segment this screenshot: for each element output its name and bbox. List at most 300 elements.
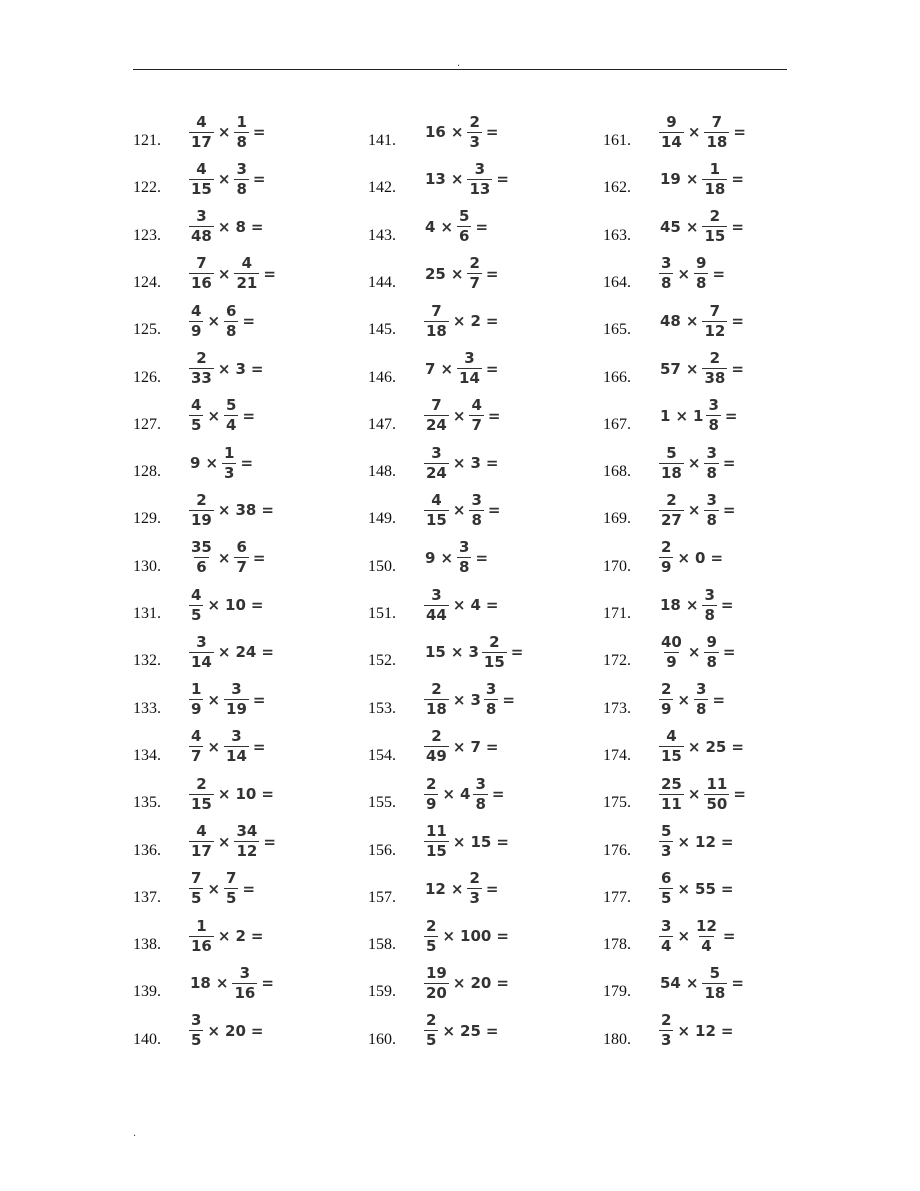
multiply-sign: ×: [207, 690, 221, 709]
problem-number: 132.: [133, 652, 161, 670]
problem-expression: [658, 819, 736, 865]
equals-sign: =: [731, 737, 744, 756]
equals-sign: =: [250, 596, 264, 614]
problem-number: 173.: [603, 699, 631, 717]
multiply-sign: ×: [217, 927, 231, 946]
multiply-sign: ×: [450, 123, 464, 141]
fraction: [659, 632, 684, 671]
denominator: 14: [459, 369, 480, 387]
denominator: 15: [483, 652, 505, 671]
fraction: [704, 490, 718, 529]
denominator: 3: [469, 889, 480, 908]
problem-expression: [188, 251, 279, 297]
fraction: [424, 729, 449, 764]
equals-sign: =: [475, 217, 489, 236]
problem-expression: [188, 109, 268, 155]
denominator: 50: [706, 794, 728, 813]
problem-number: 154.: [368, 746, 396, 764]
fraction: [224, 398, 238, 433]
multiply-sign: ×: [677, 548, 691, 567]
multiply-sign: ×: [452, 596, 466, 614]
problem-expression: [188, 204, 266, 250]
numerator: 7: [431, 301, 442, 320]
problem-expression: [658, 582, 736, 628]
multiply-sign: ×: [685, 974, 699, 993]
problem-number: 144.: [368, 273, 396, 291]
numerator: 3: [459, 538, 470, 557]
equals-sign: =: [496, 832, 509, 851]
problem-number: 121.: [133, 132, 161, 149]
problem-expression: [658, 156, 747, 202]
problem-number: 175.: [603, 794, 631, 812]
whole-number: 48: [660, 312, 681, 331]
equals-sign: =: [252, 737, 266, 756]
multiply-sign: ×: [677, 879, 691, 898]
multiply-sign: ×: [217, 123, 231, 141]
fraction: [659, 824, 673, 859]
problem-number: 125.: [133, 321, 161, 339]
problem-expression: [188, 913, 266, 959]
problem-expression: [423, 393, 503, 439]
numerator: 3: [239, 963, 251, 982]
problem-number: 141.: [368, 132, 396, 149]
numerator: 6: [661, 869, 672, 888]
problem-number: 168.: [603, 463, 631, 481]
equals-sign: =: [261, 974, 274, 993]
whole-number: 12: [695, 832, 716, 851]
multiply-sign: ×: [217, 785, 231, 804]
numerator: 2: [709, 207, 721, 226]
problem-expression: [658, 204, 747, 250]
footer-mark: .: [133, 1128, 137, 1139]
problem-expression: [658, 677, 728, 723]
whole-number: 0: [695, 548, 706, 567]
equals-sign: =: [242, 879, 256, 898]
equals-sign: =: [485, 312, 499, 331]
numerator: 4: [196, 159, 207, 178]
problem-number: 146.: [368, 368, 396, 386]
denominator: 20: [426, 983, 447, 1002]
numerator: 4: [431, 490, 442, 509]
problem-number: 163.: [603, 226, 631, 244]
equals-sign: =: [731, 217, 744, 236]
numerator: 4: [191, 585, 202, 604]
problem-number: 162.: [603, 179, 631, 197]
multiply-sign: ×: [685, 359, 699, 378]
denominator: 15: [191, 794, 212, 813]
problem-expression: [423, 109, 501, 155]
numerator: 3: [471, 490, 482, 509]
denominator: 8: [708, 416, 719, 435]
numerator: 35: [191, 538, 212, 557]
fraction: [469, 490, 483, 529]
equals-sign: =: [261, 643, 274, 662]
problem-expression: [658, 771, 749, 817]
fraction: [424, 1013, 438, 1048]
problem-expression: [188, 819, 279, 865]
equals-sign: =: [496, 974, 509, 993]
fraction: [694, 256, 708, 291]
equals-sign: =: [722, 501, 736, 520]
fraction: [702, 301, 727, 340]
numerator: 5: [661, 822, 672, 840]
fraction: [189, 398, 203, 433]
whole-number: 25: [460, 1021, 481, 1040]
denominator: 24: [426, 463, 447, 482]
equals-sign: =: [485, 737, 499, 756]
equals-sign: =: [720, 879, 734, 898]
numerator: 5: [709, 963, 721, 982]
problem-expression: [658, 487, 738, 533]
denominator: 3: [661, 842, 672, 860]
whole-number: 1: [660, 406, 671, 425]
problem-expression: [423, 487, 503, 533]
problem-expression: [423, 771, 507, 817]
fraction: [659, 443, 684, 482]
fraction: [189, 301, 203, 340]
fraction: [224, 729, 249, 764]
numerator: 2: [661, 538, 672, 557]
numerator: 7: [196, 254, 207, 273]
problem-expression: [188, 1008, 266, 1054]
equals-sign: =: [731, 974, 744, 993]
problem-expression: [423, 156, 512, 202]
problem-number: 138.: [133, 936, 161, 954]
equals-sign: =: [250, 217, 264, 236]
fraction: [424, 301, 449, 340]
denominator: 8: [236, 179, 247, 198]
equals-sign: =: [250, 927, 264, 946]
whole-number: 3: [470, 454, 481, 473]
numerator: 3: [706, 490, 717, 509]
equals-sign: =: [252, 170, 266, 189]
numerator: 9: [666, 112, 677, 131]
equals-sign: =: [496, 927, 509, 946]
denominator: 8: [696, 700, 707, 719]
denominator: 15: [661, 747, 682, 766]
denominator: 19: [226, 700, 247, 719]
numerator: 4: [191, 301, 202, 320]
denominator: 8: [475, 794, 486, 813]
multiply-sign: ×: [440, 359, 454, 378]
denominator: 5: [661, 889, 672, 908]
numerator: 7: [191, 869, 202, 888]
whole-number: 13: [425, 170, 446, 189]
equals-sign: =: [263, 264, 276, 283]
multiply-sign: ×: [687, 123, 701, 141]
whole-number: 25: [425, 264, 446, 283]
equals-sign: =: [733, 785, 746, 804]
problem-number: 157.: [368, 888, 396, 906]
problem-number: 123.: [133, 226, 161, 244]
multiply-sign: ×: [677, 1021, 691, 1040]
problem-expression: [423, 960, 512, 1006]
multiply-sign: ×: [217, 501, 231, 520]
problem-expression: [423, 677, 518, 723]
fraction: [189, 256, 214, 291]
equals-sign: =: [242, 406, 256, 425]
problem-expression: [658, 251, 728, 297]
problem-number: 156.: [368, 841, 396, 859]
whole-number: 25: [705, 737, 727, 756]
denominator: 15: [191, 179, 212, 198]
problem-expression: [423, 298, 501, 344]
fraction: [189, 351, 214, 386]
multiply-sign: ×: [677, 832, 691, 851]
equals-sign: =: [733, 123, 746, 141]
problem-expression: [658, 393, 740, 439]
equals-sign: =: [487, 501, 501, 520]
multiply-sign: ×: [217, 832, 231, 851]
multiply-sign: ×: [685, 596, 699, 614]
numerator: 2: [196, 490, 207, 509]
multiply-sign: ×: [685, 170, 699, 189]
fraction: [659, 490, 684, 529]
equals-sign: =: [250, 1021, 264, 1040]
denominator: 8: [485, 700, 497, 719]
fraction: [659, 1013, 673, 1048]
problem-number: 131.: [133, 605, 161, 622]
numerator: 3: [704, 585, 715, 604]
numerator: 3: [196, 207, 207, 226]
fraction: [424, 398, 449, 433]
multiply-sign: ×: [217, 359, 231, 378]
fraction: [189, 871, 203, 906]
numerator: 3: [485, 680, 497, 699]
problem-expression: [423, 251, 501, 297]
problem-expression: [658, 346, 747, 392]
equals-sign: =: [720, 1021, 734, 1040]
denominator: 6: [196, 558, 207, 577]
numerator: 11: [706, 774, 728, 793]
problem-expression: [188, 535, 268, 581]
problem-number: 153.: [368, 699, 396, 717]
multiply-sign: ×: [450, 643, 464, 662]
numerator: 3: [464, 349, 475, 367]
numerator: 3: [431, 443, 442, 462]
fraction: [467, 112, 481, 151]
multiply-sign: ×: [442, 1021, 456, 1040]
problem-number: 177.: [603, 888, 631, 906]
denominator: 5: [226, 889, 237, 908]
whole-number: 10: [235, 785, 257, 804]
numerator: 3: [191, 1011, 202, 1030]
whole-number: 2: [470, 312, 481, 331]
denominator: 18: [704, 983, 726, 1002]
numerator: 7: [709, 301, 721, 320]
denominator: 4: [701, 936, 712, 955]
numerator: 2: [431, 727, 442, 746]
numerator: 7: [431, 396, 442, 415]
equals-sign: =: [485, 1021, 499, 1040]
numerator: 6: [236, 538, 247, 557]
numerator: 2: [426, 774, 437, 793]
whole-number: 55: [695, 879, 716, 898]
multiply-sign: ×: [450, 170, 464, 189]
problem-number: 169.: [603, 510, 631, 528]
fraction: [694, 916, 719, 955]
multiply-sign: ×: [677, 690, 691, 709]
whole-number: 3: [235, 359, 246, 378]
fraction: [424, 490, 449, 529]
problem-expression: [188, 771, 277, 817]
problem-number: 126.: [133, 368, 161, 386]
denominator: 7: [236, 558, 247, 577]
multiply-sign: ×: [452, 974, 466, 993]
numerator: 1: [196, 916, 207, 935]
problem-expression: [188, 393, 258, 439]
whole-number: 16: [425, 123, 446, 141]
fraction: [659, 871, 673, 906]
equals-sign: =: [487, 406, 501, 425]
problem-number: 170.: [603, 557, 631, 575]
whole-number: 54: [660, 974, 681, 993]
fraction: [224, 682, 249, 717]
equals-sign: =: [722, 927, 736, 946]
numerator: 9: [696, 254, 707, 273]
problem-number: 158.: [368, 936, 396, 954]
multiply-sign: ×: [442, 927, 456, 946]
denominator: 8: [459, 558, 470, 577]
numerator: 4: [241, 254, 253, 273]
denominator: 8: [236, 132, 247, 151]
denominator: 8: [704, 605, 715, 624]
fraction: [659, 256, 673, 291]
numerator: 5: [226, 396, 237, 415]
numerator: 1: [709, 159, 721, 178]
problem-expression: [423, 724, 501, 770]
numerator: 3: [231, 680, 242, 699]
multiply-sign: ×: [217, 264, 231, 283]
whole-number: 12: [425, 879, 446, 898]
fraction: [234, 256, 259, 291]
denominator: 49: [426, 747, 447, 766]
problem-expression: [188, 582, 266, 628]
fraction: [234, 824, 259, 859]
multiply-sign: ×: [452, 690, 466, 709]
fraction: [234, 159, 248, 198]
fraction: [482, 632, 507, 671]
fraction: [659, 112, 684, 151]
problem-expression: [423, 866, 501, 912]
numerator: 1: [191, 680, 202, 699]
problem-expression: [188, 960, 277, 1006]
fraction: [702, 159, 727, 198]
whole-number: 3: [470, 690, 481, 709]
numerator: 2: [426, 916, 437, 935]
multiply-sign: ×: [207, 737, 221, 756]
numerator: 7: [226, 869, 237, 888]
numerator: 3: [231, 727, 242, 746]
whole-number: 1: [693, 406, 704, 425]
fraction: [659, 916, 673, 955]
fraction: [189, 209, 214, 244]
denominator: 8: [706, 510, 717, 529]
denominator: 4: [226, 416, 237, 435]
fraction: [704, 774, 729, 813]
denominator: 18: [426, 321, 447, 340]
fraction: [189, 824, 214, 859]
whole-number: 4: [460, 785, 471, 804]
problem-number: 159.: [368, 983, 396, 1001]
header-rule: [133, 69, 787, 70]
problem-expression: [423, 204, 491, 250]
multiply-sign: ×: [450, 264, 464, 283]
problem-number: 133.: [133, 699, 161, 717]
problem-expression: [188, 487, 277, 533]
denominator: 44: [426, 605, 447, 624]
problem-number: 147.: [368, 415, 396, 433]
whole-number: 100: [460, 927, 492, 946]
denominator: 33: [191, 369, 212, 387]
problem-expression: [423, 819, 512, 865]
problem-number: 129.: [133, 510, 161, 528]
problem-expression: [658, 298, 747, 344]
numerator: 12: [696, 916, 717, 935]
fraction: [467, 256, 481, 291]
problem-expression: [188, 677, 268, 723]
denominator: 3: [224, 463, 235, 482]
problem-number: 148.: [368, 463, 396, 481]
fraction: [467, 871, 481, 906]
whole-number: 57: [660, 359, 681, 378]
multiply-sign: ×: [217, 548, 231, 567]
numerator: 3: [196, 632, 207, 651]
numerator: 4: [191, 727, 202, 746]
fraction: [694, 682, 708, 717]
whole-number: 3: [468, 643, 479, 662]
problem-expression: [423, 535, 491, 581]
problem-number: 128.: [133, 463, 161, 481]
multiply-sign: ×: [452, 737, 466, 756]
numerator: 2: [709, 349, 721, 367]
multiply-sign: ×: [452, 501, 466, 520]
problem-number: 140.: [133, 1030, 161, 1048]
problem-number: 179.: [603, 983, 631, 1001]
fraction: [424, 682, 449, 717]
whole-number: 4: [470, 596, 481, 614]
denominator: 3: [469, 132, 480, 151]
equals-sign: =: [485, 596, 499, 614]
whole-number: 7: [425, 359, 436, 378]
equals-sign: =: [261, 501, 274, 520]
denominator: 8: [696, 274, 707, 293]
multiply-sign: ×: [217, 170, 231, 189]
fraction: [659, 729, 684, 764]
problem-number: 139.: [133, 983, 161, 1001]
problem-number: 135.: [133, 794, 161, 812]
fraction: [473, 774, 487, 813]
denominator: 9: [191, 700, 202, 719]
problem-expression: [188, 629, 277, 675]
problem-number: 166.: [603, 368, 631, 386]
equals-sign: =: [712, 690, 726, 709]
problem-number: 171.: [603, 605, 631, 622]
equals-sign: =: [263, 832, 276, 851]
fraction: [702, 351, 727, 386]
fraction: [704, 632, 718, 671]
denominator: 24: [426, 416, 447, 435]
fraction: [704, 443, 718, 482]
equals-sign: =: [720, 596, 734, 614]
denominator: 9: [426, 794, 437, 813]
denominator: 15: [426, 842, 447, 860]
multiply-sign: ×: [217, 217, 231, 236]
denominator: 4: [661, 936, 672, 955]
problem-number: 127.: [133, 415, 161, 433]
numerator: 5: [666, 443, 677, 462]
denominator: 8: [226, 321, 237, 340]
